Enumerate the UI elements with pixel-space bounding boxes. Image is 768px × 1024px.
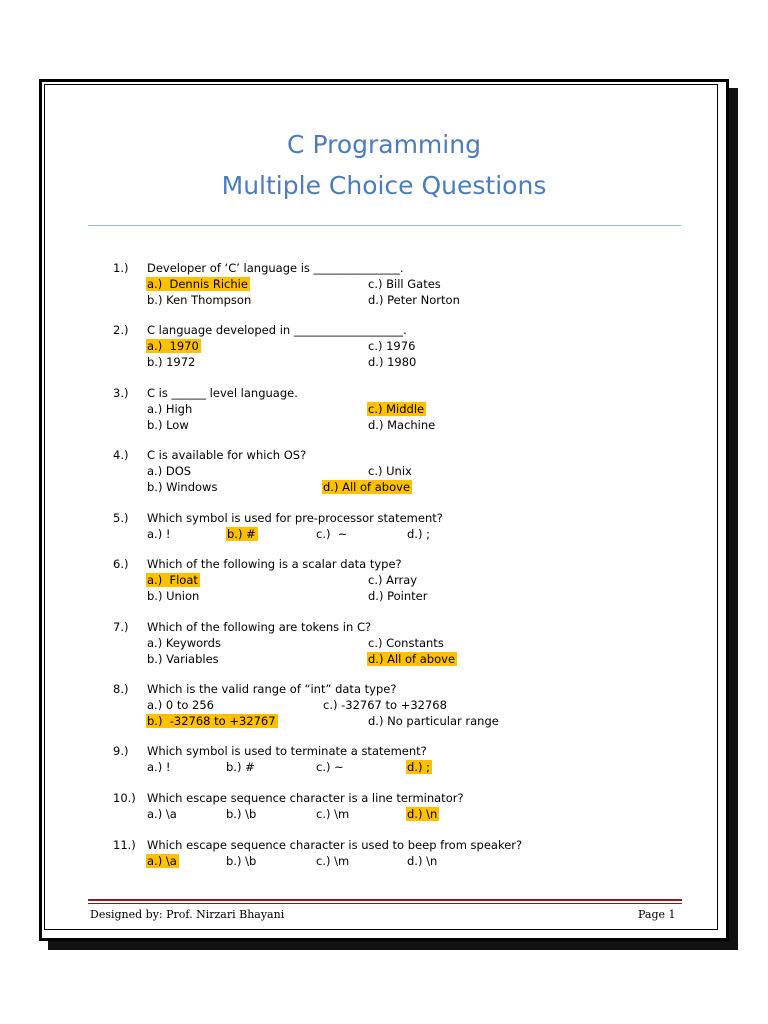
option-b: b.) Union (147, 589, 200, 603)
page-subtitle: Multiple Choice Questions (221, 171, 547, 200)
question-text: Which escape sequence character is used to beep from speaker? (147, 838, 523, 852)
option-b: b.) Variables (147, 652, 219, 666)
option-d: d.) ; (407, 760, 430, 774)
option-a: a.) Float (147, 573, 198, 587)
option-c: c.) 1976 (368, 339, 416, 353)
option-c: c.) Array (368, 573, 418, 587)
question-text: Which of the following is a scalar data type? (147, 557, 402, 571)
option-d: d.) All of above (323, 480, 411, 494)
option-a: a.) ! (147, 527, 171, 541)
option-d: d.) Peter Norton (368, 293, 460, 307)
option-b: b.) Windows (147, 480, 218, 494)
question-text: C language developed in ___________________. (147, 323, 407, 337)
option-a: a.) \a (147, 807, 177, 821)
question-number: 6.) (113, 557, 129, 571)
option-c: c.) Middle (368, 402, 425, 416)
footer-divider-thin (88, 903, 682, 904)
question-number: 3.) (113, 386, 129, 400)
question-number: 9.) (113, 744, 129, 758)
question-number: 8.) (113, 682, 129, 696)
question-text: Which is the valid range of “int” data type? (147, 682, 397, 696)
question-number: 10.) (113, 791, 136, 805)
option-a: a.) Keywords (147, 636, 221, 650)
question-text: Which symbol is used for pre-processor statement? (147, 511, 443, 525)
option-d: d.) 1980 (368, 355, 417, 369)
question-number: 4.) (113, 448, 129, 462)
question-text: Which of the following are tokens in C? (147, 620, 372, 634)
option-a: a.) DOS (147, 464, 192, 478)
option-a: a.) 0 to 256 (147, 698, 214, 712)
footer-divider (88, 899, 682, 901)
option-b: b.) # (226, 760, 255, 774)
question-text: Developer of ‘C’ language is _______________. (147, 261, 404, 275)
question-number: 2.) (113, 323, 129, 337)
question-number: 1.) (113, 261, 129, 275)
question-number: 5.) (113, 511, 129, 525)
question-number: 7.) (113, 620, 129, 634)
option-b: b.) \b (226, 807, 257, 821)
option-d: d.) All of above (368, 652, 456, 666)
question-number: 11.) (113, 838, 136, 852)
option-a: a.) 1970 (147, 339, 199, 353)
option-d: d.) ; (407, 527, 430, 541)
option-a: a.) \a (147, 854, 177, 868)
option-c: c.) Unix (368, 464, 412, 478)
option-c: c.) \m (316, 854, 350, 868)
option-b: b.) -32768 to +32767 (147, 714, 276, 728)
page-number: Page 1 (638, 908, 676, 921)
option-d: d.) Machine (368, 418, 436, 432)
option-c: c.) -32767 to +32768 (323, 698, 447, 712)
option-d: d.) \n (407, 807, 438, 821)
question-text: Which symbol is used to terminate a statement? (147, 744, 427, 758)
question-text: C is available for which OS? (147, 448, 307, 462)
footer-author: Designed by: Prof. Nirzari Bhayani (90, 908, 285, 921)
question-text: C is ______ level language. (147, 386, 298, 400)
question-text: Which escape sequence character is a line terminator? (147, 791, 464, 805)
option-b: b.) \b (226, 854, 257, 868)
option-a: a.) High (147, 402, 193, 416)
title-divider (88, 225, 681, 226)
option-a: a.) Dennis Richie (147, 277, 248, 291)
option-b: b.) Ken Thompson (147, 293, 252, 307)
option-b: b.) 1972 (147, 355, 196, 369)
option-d: d.) \n (407, 854, 438, 868)
option-d: d.) Pointer (368, 589, 428, 603)
option-c: c.) Bill Gates (368, 277, 441, 291)
page-title: C Programming (287, 130, 481, 159)
option-b: b.) # (227, 527, 256, 541)
option-d: d.) No particular range (368, 714, 499, 728)
option-c: c.) ~ (316, 760, 344, 774)
option-c: c.) ~ (316, 527, 348, 541)
option-c: c.) \m (316, 807, 350, 821)
option-c: c.) Constants (368, 636, 444, 650)
option-a: a.) ! (147, 760, 171, 774)
option-b: b.) Low (147, 418, 189, 432)
